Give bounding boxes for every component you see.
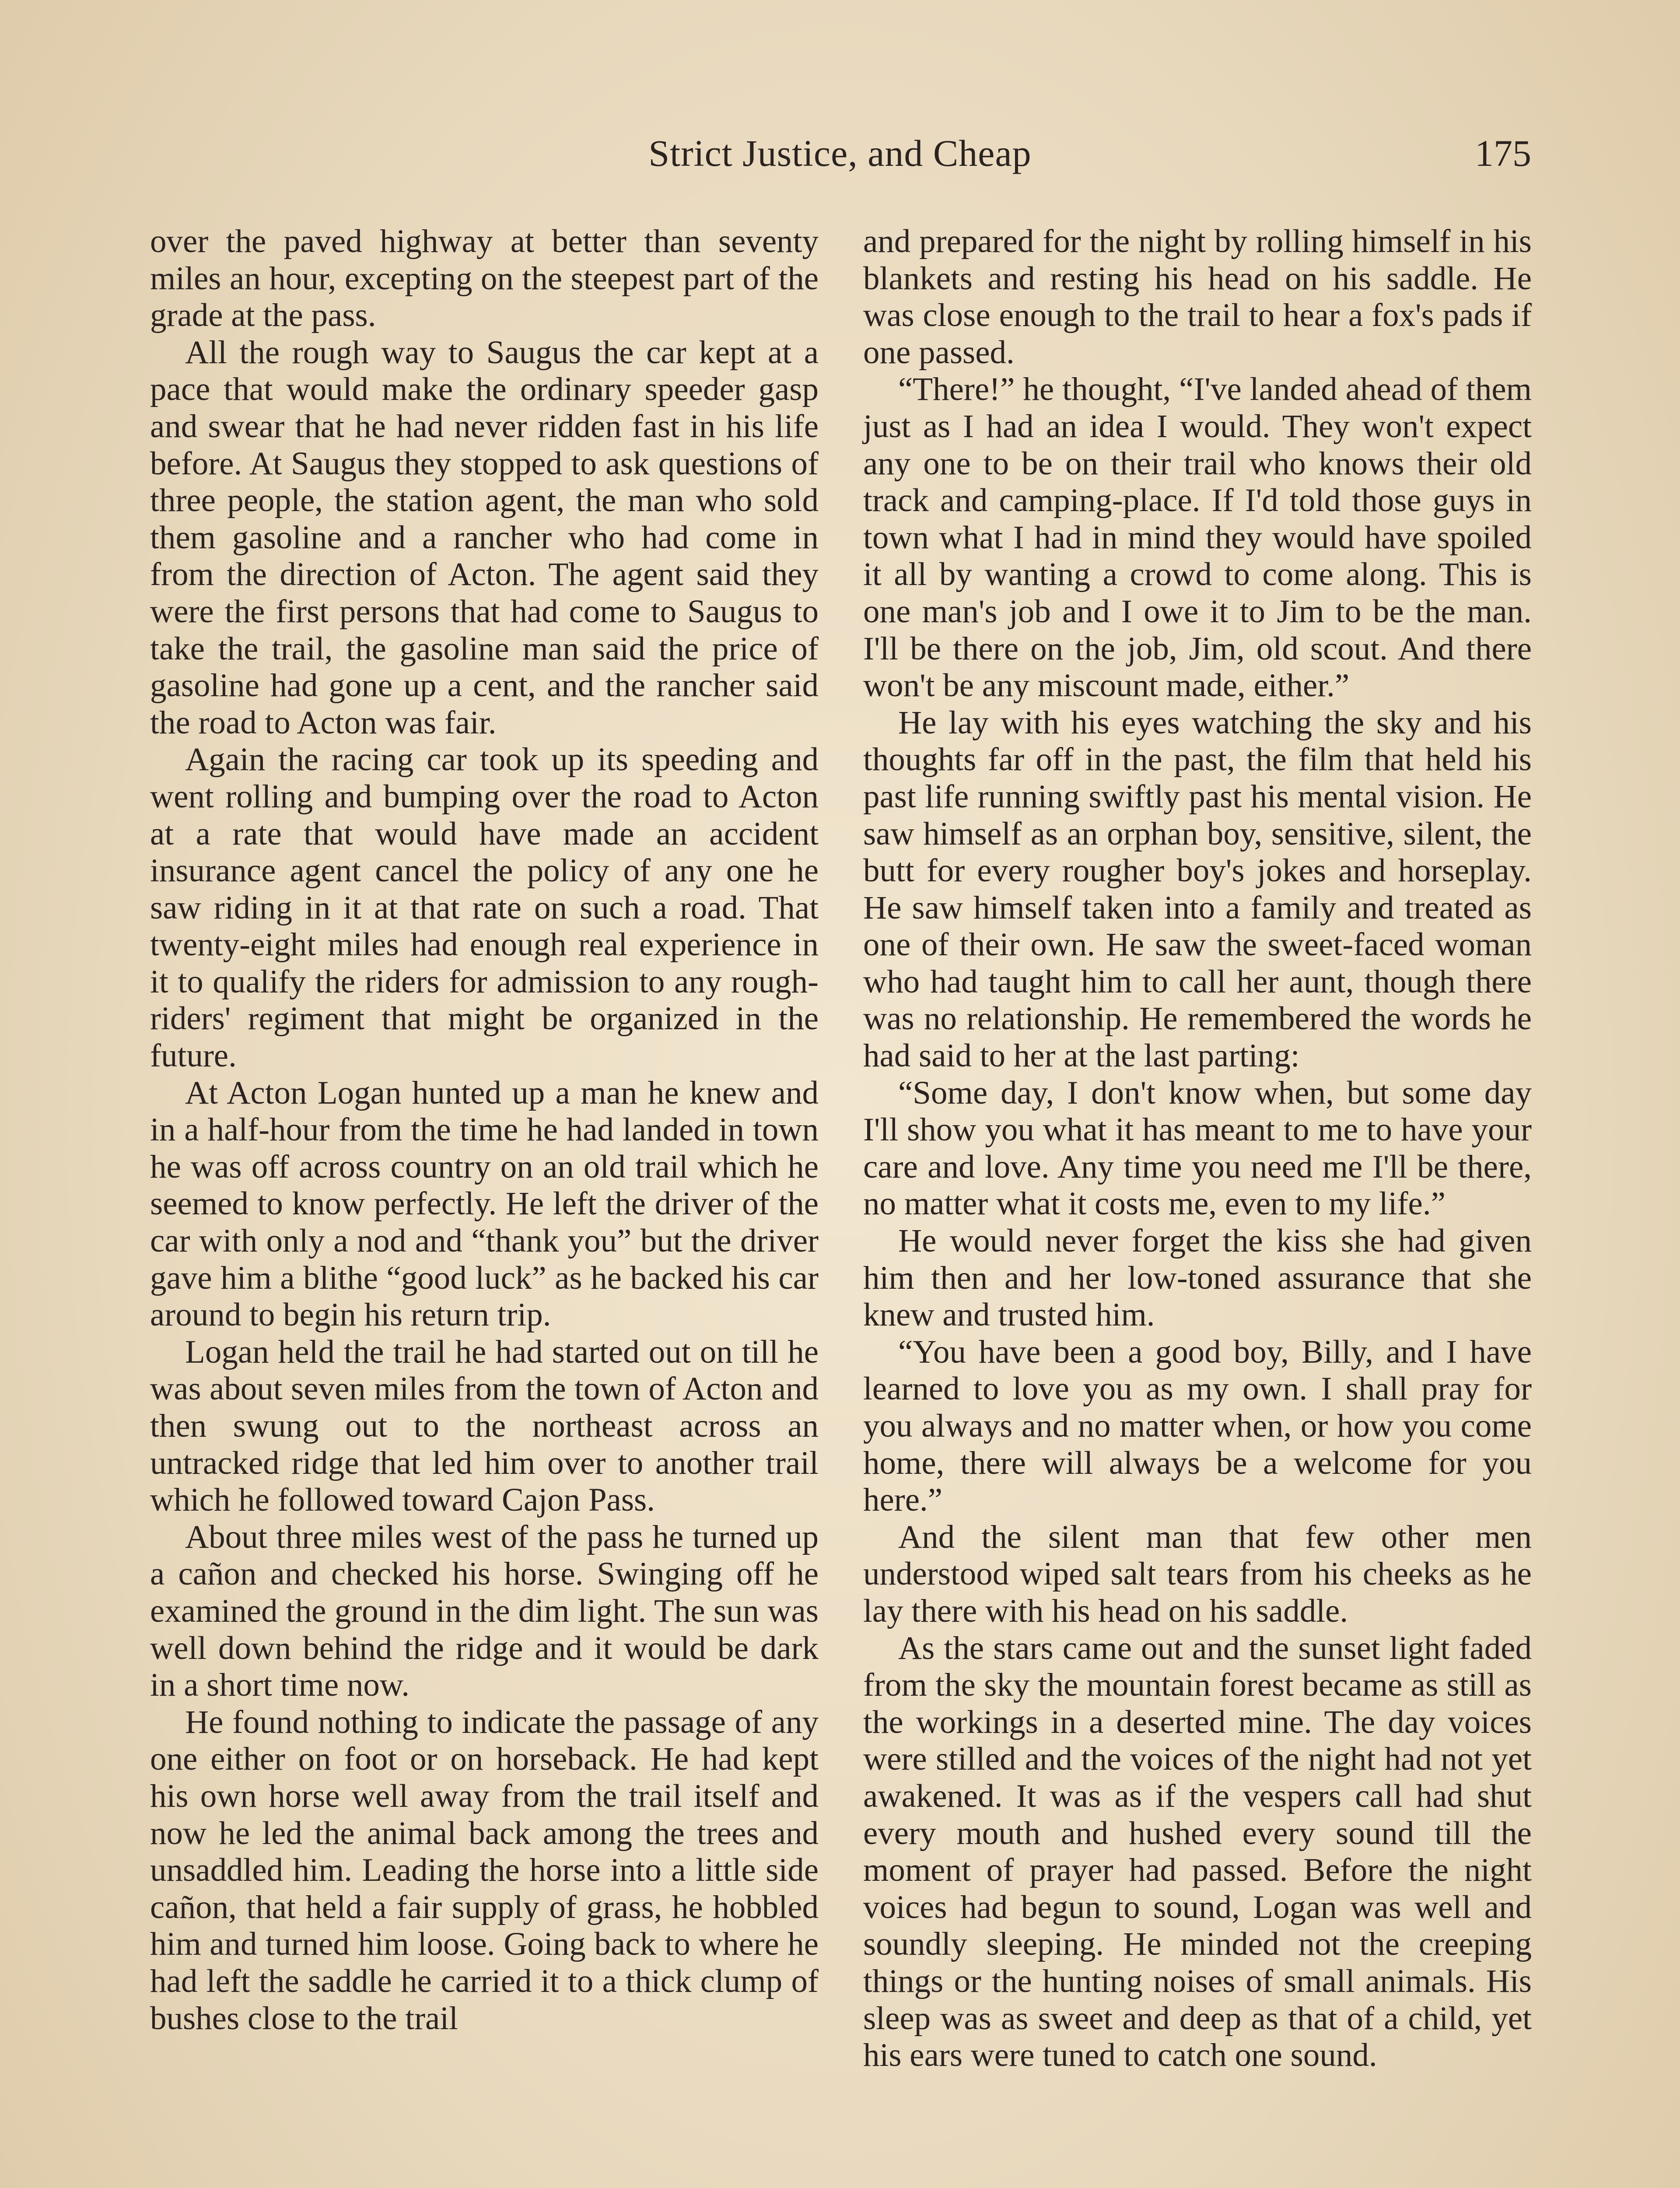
- paragraph: About three miles west of the pass he turned up a cañon and checked his horse. Swinging off he examined the ground in the dim light. The sun was well down behind the ridge and it would be dark in a short time now.: [150, 1518, 819, 1704]
- paragraph: He would never forget the kiss she had given him then and her low-toned assurance that she knew and trusted him.: [863, 1223, 1532, 1333]
- paragraph: As the stars came out and the sunset light faded from the sky the mountain forest became as still as the workings in a deserted mine. The day voices were stilled and the voices of the night had not yet awakened. It was as if the vespers call had shut every mouth and hushed every sound till the moment of prayer had passed. Before the night voices had begun to sound, Logan was well and soundly sleeping. He minded not the creeping things or the hunting noises of small animals. His sleep was as sweet and deep as that of a child, yet his ears were tuned to catch one sound.: [863, 1630, 1532, 2074]
- paragraph: He found nothing to indicate the passage of any one either on foot or on horseback. He had kept his own horse well away from the trail itself and now he led the animal back among the trees and unsaddled him. Leading the horse into a little side cañon, that held a fair supply of grass, he hobbled him and turned him loose. Going back to where he had left the saddle he carried it to a thick clump of bushes close to the trail: [150, 1704, 819, 2037]
- paragraph: All the rough way to Saugus the car kept at a pace that would make the ordinary speeder gasp and swear that he had never ridden fast in his life before. At Saugus they stopped to ask questions of three people, the station agent, the man who sold them gasoline and a rancher who had come in from the direction of Acton. The agent said they were the first persons that had come to Saugus to take the trail, the gasoline man said the price of gasoline had gone up a cent, and the rancher said the road to Acton was fair.: [150, 334, 819, 741]
- paragraph: and prepared for the night by rolling himself in his blankets and resting his head on his saddle. He was close enough to the trail to hear a fox's pads if one passed.: [863, 223, 1532, 371]
- paragraph: At Acton Logan hunted up a man he knew and in a half-hour from the time he had landed in town he was off across country on an old trail which he seemed to know perfectly. He left the driver of the car with only a nod and “thank you” but the driver gave him a blithe “good luck” as he backed his car around to begin his return trip.: [150, 1074, 819, 1333]
- paragraph: “Some day, I don't know when, but some day I'll show you what it has meant to me to have your care and love. Any time you need me I'll be there, no matter what it costs me, even to my life.”: [863, 1074, 1532, 1222]
- paragraph: “There!” he thought, “I've landed ahead of them just as I had an idea I would. They won't expect any one to be on their trail who knows their old track and camping-place. If I'd told those guys in town what I had in mind they would have spoiled it all by wanting a crowd to come along. This is one man's job and I owe it to Jim to be the man. I'll be there on the job, Jim, old scout. And there won't be any miscount made, either.”: [863, 371, 1532, 704]
- page-number: 175: [1475, 132, 1531, 174]
- paragraph: He lay with his eyes watching the sky and his thoughts far off in the past, the film that held his past life running swiftly past his mental vision. He saw himself as an orphan boy, sensitive, silent, the butt for every rougher boy's jokes and horseplay. He saw himself taken into a family and treated as one of their own. He saw the sweet-faced woman who had taught him to call her aunt, though there was no relationship. He remembered the words he had said to her at the last parting:: [863, 704, 1532, 1074]
- paragraph: over the paved highway at better than seventy miles an hour, excepting on the steepest part of the grade at the pass.: [150, 223, 819, 334]
- paragraph: And the silent man that few other men understood wiped salt tears from his cheeks as he lay there with his head on his saddle.: [863, 1518, 1532, 1629]
- paragraph: Again the racing car took up its speeding and went rolling and bumping over the road to Acton at a rate that would have made an accident insurance agent cancel the policy of any one he saw riding in it at that rate on such a road. That twenty-eight miles had enough real experience in it to qualify the riders for admission to any rough-riders' regiment that might be organized in the future.: [150, 741, 819, 1074]
- right-column: [863, 223, 1532, 2074]
- left-column: [150, 223, 819, 2037]
- paragraph: “You have been a good boy, Billy, and I have learned to love you as my own. I shall pray for you always and no matter when, or how you come home, there will always be a welcome for you here.”: [863, 1333, 1532, 1518]
- paragraph: Logan held the trail he had started out on till he was about seven miles from the town of Acton and then swung out to the northeast across an untracked ridge that led him over to another trail which he followed toward Cajon Pass.: [150, 1333, 819, 1518]
- running-title: Strict Justice, and Cheap: [648, 132, 1032, 174]
- page-header: [149, 127, 1531, 179]
